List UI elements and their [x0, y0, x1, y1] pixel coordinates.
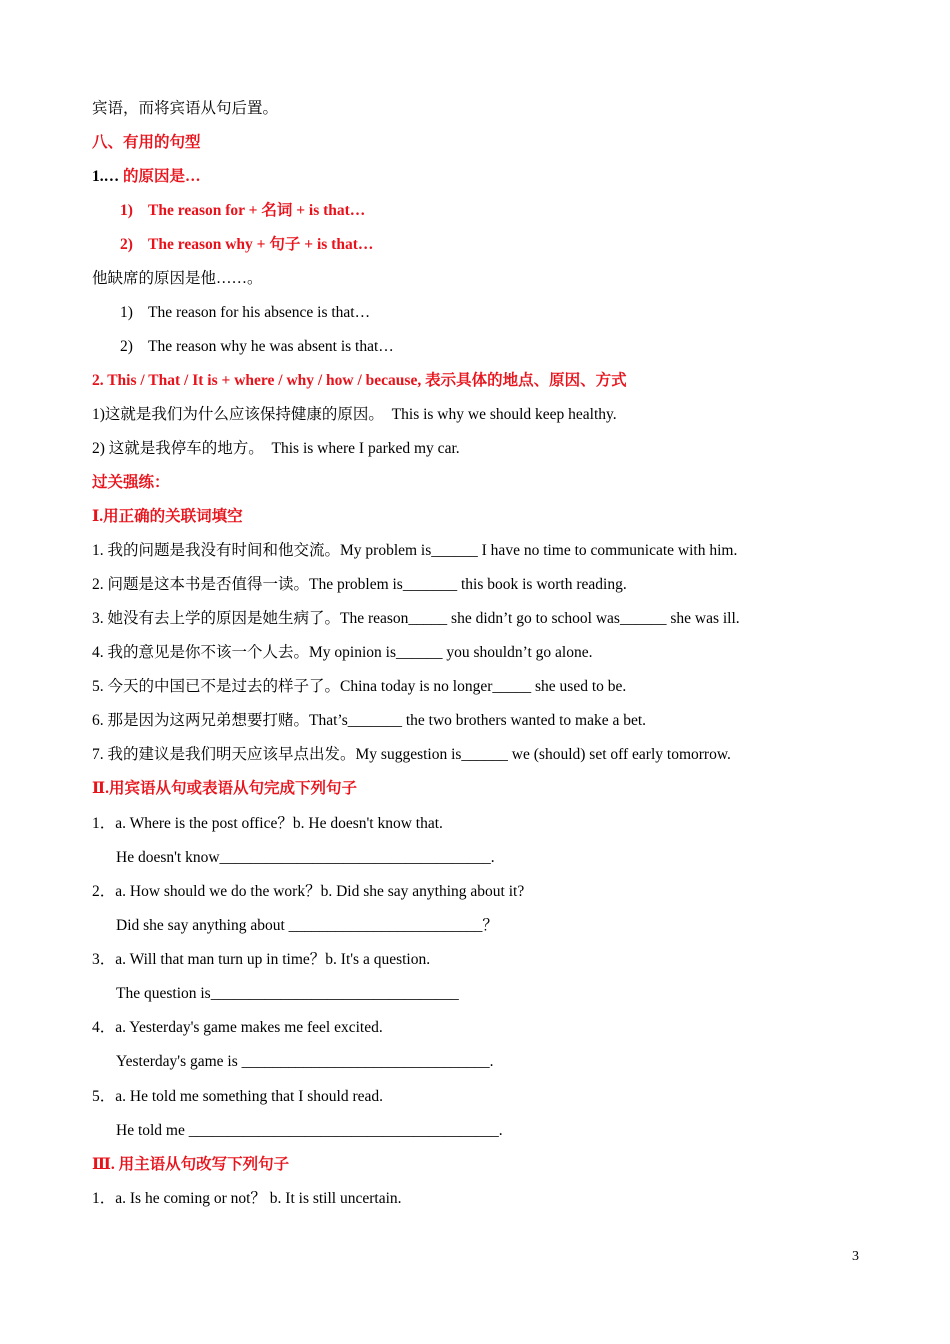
- page-number: 3: [852, 1249, 859, 1264]
- list-text: The reason why he was absent is that…: [148, 338, 394, 355]
- text-line: 宾语，而将宾语从句后置。: [92, 100, 279, 117]
- section-heading: 八、有用的句型: [92, 134, 201, 151]
- exercise-heading: Ⅲ. 用主语从句改写下列句子: [92, 1156, 290, 1173]
- list-item: [120, 303, 370, 323]
- exercise-answer-line: Did she say anything about _________________________？: [116, 917, 498, 934]
- list-item: [120, 201, 365, 221]
- list-item: [120, 235, 373, 255]
- exercise-item: 1. 我的问题是我没有时间和他交流。My problem is______ I have no time to communicate with him.: [92, 542, 738, 559]
- list-number: 1): [120, 202, 133, 219]
- exercise-item: 3. 她没有去上学的原因是她生病了。The reason_____ she didn’t go to school was______ she was ill.: [92, 610, 740, 627]
- exercise-item: 5．a. He told me something that I should read.: [92, 1088, 383, 1105]
- exercise-item: 2．a. How should we do the work？b. Did she say anything about it?: [92, 883, 525, 900]
- exercise-item: 3．a. Will that man turn up in time？b. It's a question.: [92, 951, 431, 968]
- list-number: 2): [120, 338, 133, 355]
- exercise-item: 5. 今天的中国已不是过去的样子了。China today is no longer_____ she used to be.: [92, 678, 627, 695]
- subheading: [92, 167, 201, 187]
- exercise-answer-line: The question is________________________________: [116, 985, 459, 1002]
- list-text: The reason for + 名词 + is that…: [148, 202, 366, 219]
- exercise-item: 1．a. Where is the post office？b. He doesn't know that.: [92, 815, 443, 832]
- exercise-heading: Ⅰ.用正确的关联词填空: [92, 508, 243, 525]
- list-text: The reason why + 句子 + is that…: [148, 236, 374, 253]
- exercise-item: 2. 问题是这本书是否值得一读。The problem is_______ this book is worth reading.: [92, 576, 627, 593]
- text-line: 2) 这就是我停车的地方。 This is where I parked my car.: [92, 440, 460, 457]
- text-line: 1)这就是我们为什么应该保持健康的原因。 This is why we should keep healthy.: [92, 406, 617, 423]
- exercise-answer-line: He doesn't know___________________________________.: [116, 849, 495, 866]
- exercise-item: 4. 我的意见是你不该一个人去。My opinion is______ you shouldn’t go alone.: [92, 644, 593, 661]
- list-number: 2): [120, 236, 133, 253]
- section-heading: 过关强练：: [92, 474, 170, 491]
- exercise-item: 4．a. Yesterday's game makes me feel excited.: [92, 1019, 383, 1036]
- exercise-answer-line: Yesterday's game is ________________________________.: [116, 1053, 494, 1070]
- exercise-answer-line: He told me ________________________________________.: [116, 1122, 503, 1139]
- subheading-number: 1.…: [92, 168, 120, 185]
- list-number: 1): [120, 304, 133, 321]
- subheading: 2. This / That / It is + where / why / how / because, 表示具体的地点、原因、方式: [92, 372, 627, 389]
- text-line: 他缺席的原因是他……。: [92, 270, 263, 287]
- list-text: The reason for his absence is that…: [148, 304, 371, 321]
- exercise-item: 1．a. Is he coming or not？ b. It is still uncertain.: [92, 1190, 402, 1207]
- exercise-heading: Ⅱ.用宾语从句或表语从句完成下列句子: [92, 780, 357, 797]
- subheading-text: 的原因是…: [119, 168, 201, 185]
- exercise-item: 7. 我的建议是我们明天应该早点出发。My suggestion is______ we (should) set off early tomorrow.: [92, 746, 731, 763]
- exercise-item: 6. 那是因为这两兄弟想要打赌。That’s_______ the two brothers wanted to make a bet.: [92, 712, 647, 729]
- list-item: [120, 337, 394, 357]
